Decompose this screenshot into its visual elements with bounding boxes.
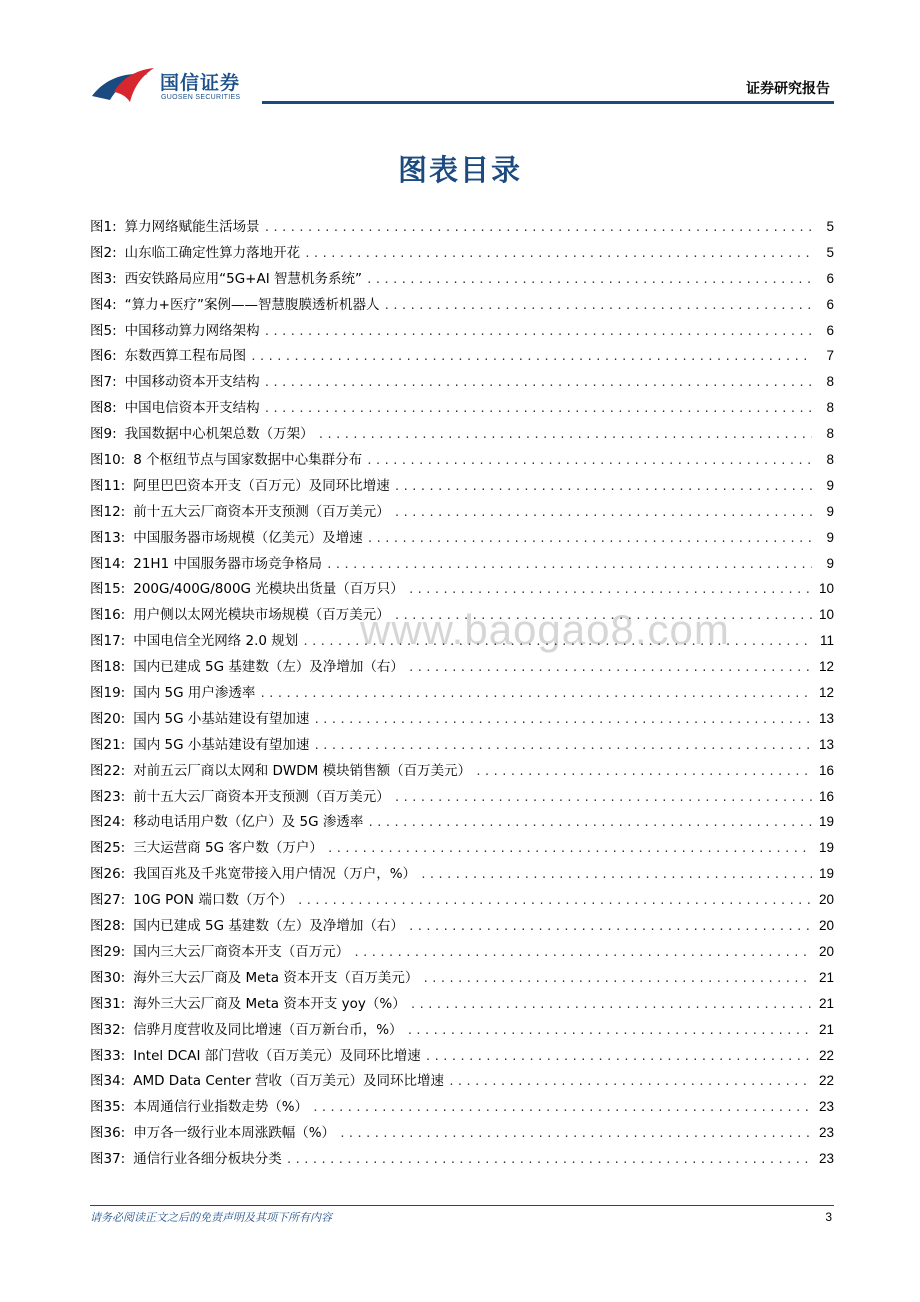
toc-entry-page: 9 — [826, 529, 834, 545]
toc-entry-title: 200G/400G/800G 光模块出货量（百万只） — [133, 581, 404, 598]
toc-entry-title: 通信行业各细分板块分类 — [133, 1151, 282, 1168]
toc-entry[interactable] — [90, 967, 834, 993]
toc-entry-title: “算力+医疗”案例——智慧腹膜透析机器人 — [124, 296, 380, 313]
toc-entry-label: 图7: — [90, 374, 117, 391]
toc-leader-dots — [246, 346, 812, 368]
toc-entry-title: 国内 5G 小基站建设有望加速 — [133, 710, 310, 727]
toc-entry[interactable] — [90, 682, 834, 708]
toc-entry-title: 21H1 中国服务器市场竞争格局 — [133, 555, 322, 572]
toc-entry-label: 图26: — [90, 866, 126, 883]
toc-entry-label: 图35: — [90, 1099, 126, 1116]
toc-entry-label: 图36: — [90, 1125, 126, 1142]
toc-entry-page: 10 — [818, 581, 834, 597]
toc-entry-label: 图17: — [90, 633, 126, 650]
toc-entry-label: 图33: — [90, 1047, 126, 1064]
toc-entry[interactable] — [90, 242, 834, 268]
toc-entry-label: 图15: — [90, 581, 126, 598]
toc-leader-dots — [390, 502, 812, 524]
toc-entry-page: 10 — [818, 607, 834, 623]
toc-entry-page: 8 — [826, 374, 834, 390]
report-type-label: 证券研究报告 — [746, 81, 830, 97]
toc-entry[interactable] — [90, 553, 834, 579]
toc-entry-title: 前十五大云厂商资本开支预测（百万美元） — [133, 503, 390, 520]
toc-entry-page: 19 — [818, 814, 834, 830]
toc-entry-title: 海外三大云厂商及 Meta 资本开支（百万美元） — [133, 969, 419, 986]
toc-entry[interactable] — [90, 294, 834, 320]
toc-entry-page: 23 — [818, 1099, 834, 1115]
toc-entry[interactable] — [90, 863, 834, 889]
toc-entry[interactable] — [90, 1070, 834, 1096]
guosen-logo-icon — [90, 66, 156, 106]
toc-entry-title: 国内 5G 用户渗透率 — [133, 685, 256, 702]
toc-entry[interactable] — [90, 941, 834, 967]
toc-entry-title: AMD Data Center 营收（百万美元）及同环比增速 — [133, 1073, 445, 1090]
toc-entry-label: 图10: — [90, 452, 126, 469]
toc-leader-dots — [404, 916, 812, 938]
footer-disclaimer: 请务必阅读正文之后的免责声明及其项下所有内容 — [90, 1211, 332, 1224]
toc-entry-title: 中国移动资本开支结构 — [124, 374, 260, 391]
toc-entry[interactable] — [90, 216, 834, 242]
toc-entry-page: 7 — [826, 348, 834, 364]
toc-entry[interactable] — [90, 604, 834, 630]
toc-entry-title: 我国百兆及千兆宽带接入用户情况（万户，%） — [133, 866, 417, 883]
toc-entry-title: 阿里巴巴资本开支（百万元）及同环比增速 — [133, 477, 390, 494]
toc-entry-page: 12 — [818, 659, 834, 675]
toc-entry[interactable] — [90, 630, 834, 656]
toc-leader-dots — [379, 295, 812, 317]
guosen-logo — [90, 66, 250, 106]
toc-entry[interactable] — [90, 449, 834, 475]
toc-entry-label: 图9: — [90, 426, 117, 443]
toc-entry-label: 图13: — [90, 529, 126, 546]
toc-entry-page: 20 — [818, 943, 834, 959]
toc-leader-dots — [390, 787, 812, 809]
toc-entry[interactable] — [90, 501, 834, 527]
toc-leader-dots — [390, 476, 812, 498]
toc-leader-dots — [308, 1097, 812, 1119]
toc-entry-title: Intel DCAI 部门营收（百万美元）及同环比增速 — [133, 1047, 421, 1064]
toc-entry-label: 图1: — [90, 219, 117, 235]
toc-entry[interactable] — [90, 1122, 834, 1148]
toc-entry-title: 中国移动算力网络架构 — [124, 322, 260, 339]
toc-entry-page: 23 — [818, 1125, 834, 1141]
toc-entry-page: 9 — [826, 555, 834, 571]
toc-leader-dots — [363, 528, 812, 550]
toc-entry-title: 山东临工确定性算力落地开花 — [124, 244, 301, 261]
toc-entry-label: 图31: — [90, 995, 126, 1012]
toc-entry-title: 中国电信资本开支结构 — [124, 400, 260, 417]
toc-leader-dots — [255, 683, 812, 705]
toc-entry[interactable] — [90, 708, 834, 734]
toc-entry-title: 中国服务器市场规模（亿美元）及增速 — [133, 529, 363, 546]
toc-entry-label: 图14: — [90, 555, 126, 572]
toc-entry[interactable] — [90, 811, 834, 837]
toc-entry[interactable] — [90, 423, 834, 449]
toc-entry[interactable] — [90, 1045, 834, 1071]
toc-leader-dots — [260, 398, 812, 420]
toc-entry-page: 23 — [818, 1151, 834, 1167]
toc-entry-title: 10G PON 端口数（万个） — [133, 892, 293, 909]
toc-entry-page: 9 — [826, 477, 834, 493]
toc-entry[interactable] — [90, 1096, 834, 1122]
toc-leader-dots — [444, 1071, 812, 1093]
header-divider — [262, 101, 834, 104]
toc-entry-page: 9 — [826, 503, 834, 519]
toc-entry[interactable] — [90, 397, 834, 423]
toc-entry-label: 图3: — [90, 270, 117, 287]
toc-entry[interactable] — [90, 475, 834, 501]
toc-leader-dots — [323, 838, 812, 860]
toc-entry[interactable] — [90, 527, 834, 553]
toc-entry[interactable] — [90, 268, 834, 294]
toc-entry-title: 申万各一级行业本周涨跌幅（%） — [133, 1125, 336, 1142]
toc-leader-dots — [300, 243, 812, 265]
toc-leader-dots — [390, 605, 812, 627]
toc-leader-dots — [314, 424, 812, 446]
toc-entry-label: 图2: — [90, 244, 117, 261]
toc-entry-title: 国内已建成 5G 基建数（左）及净增加（右） — [133, 659, 404, 676]
toc-entry-label: 图16: — [90, 607, 126, 624]
toc-entry-page: 11 — [819, 633, 834, 649]
toc-entry-title: 中国电信全光网络 2.0 规划 — [133, 633, 299, 650]
toc-leader-dots — [309, 735, 812, 757]
toc-entry-label: 图37: — [90, 1151, 126, 1168]
toc-entry-page: 12 — [818, 685, 834, 701]
toc-leader-dots — [260, 217, 812, 239]
toc-entry-title: 前十五大云厂商资本开支预测（百万美元） — [133, 788, 390, 805]
toc-entry-title: 东数西算工程布局图 — [124, 348, 247, 365]
toc-leader-dots — [362, 269, 812, 291]
toc-entry[interactable] — [90, 786, 834, 812]
toc-entry-label: 图20: — [90, 710, 126, 727]
toc-entry[interactable] — [90, 1019, 834, 1045]
toc-leader-dots — [349, 942, 812, 964]
toc-entry-page: 21 — [818, 995, 834, 1011]
toc-entry-page: 21 — [818, 969, 834, 985]
toc-entry-label: 图4: — [90, 296, 117, 313]
toc-entry[interactable] — [90, 320, 834, 346]
toc-entry[interactable] — [90, 578, 834, 604]
toc-leader-dots — [421, 1046, 812, 1068]
toc-entry-page: 13 — [818, 710, 834, 726]
toc-entry[interactable] — [90, 889, 834, 915]
toc-entry-page: 8 — [826, 452, 834, 468]
toc-entry-title: 信骅月度营收及同比增速（百万新台币，%） — [133, 1021, 403, 1038]
toc-leader-dots — [260, 372, 812, 394]
toc-leader-dots — [406, 994, 812, 1016]
toc-entry-title: 海外三大云厂商及 Meta 资本开支 yoy（%） — [133, 995, 406, 1012]
toc-entry-label: 图12: — [90, 503, 126, 520]
toc-entry-label: 图34: — [90, 1073, 126, 1090]
toc-entry-title: 国内三大云厂商资本开支（百万元） — [133, 943, 350, 960]
toc-entry-label: 图11: — [90, 477, 126, 494]
toc-entry-label: 图30: — [90, 969, 126, 986]
toc-entry[interactable] — [90, 1148, 834, 1174]
toc-entry-title: 三大运营商 5G 客户数（万户） — [133, 840, 323, 857]
toc-entry-page: 8 — [826, 400, 834, 416]
toc-entry-title: 用户侧以太网光模块市场规模（百万美元） — [133, 607, 390, 624]
toc-leader-dots — [298, 631, 812, 653]
toc-entry-title: 国内 5G 小基站建设有望加速 — [133, 736, 310, 753]
toc-leader-dots — [471, 761, 812, 783]
toc-entry-page: 22 — [818, 1047, 834, 1063]
toc-leader-dots — [404, 579, 812, 601]
toc-entry-label: 图18: — [90, 659, 126, 676]
toc-entry-title: 移动电话用户数（亿户）及 5G 渗透率 — [133, 814, 364, 831]
toc-entry-label: 图6: — [90, 348, 117, 365]
toc-entry[interactable] — [90, 371, 834, 397]
toc-entry-page: 5 — [826, 219, 834, 234]
toc-entry[interactable] — [90, 993, 834, 1019]
toc-entry[interactable] — [90, 915, 834, 941]
toc-entry-title: 算力网络赋能生活场景 — [124, 219, 260, 235]
toc-entry-page: 8 — [826, 426, 834, 442]
toc-leader-dots — [418, 968, 812, 990]
footer-divider — [90, 1205, 834, 1206]
toc-entry[interactable] — [90, 760, 834, 786]
toc-entry-page: 20 — [818, 918, 834, 934]
toc-leader-dots — [309, 709, 812, 731]
toc-entry[interactable] — [90, 734, 834, 760]
toc-entry-page: 16 — [818, 788, 834, 804]
page-title: 图表目录 — [397, 153, 522, 187]
toc-entry-title: 国内已建成 5G 基建数（左）及净增加（右） — [133, 918, 404, 935]
toc-entry[interactable] — [90, 837, 834, 863]
toc-leader-dots — [260, 321, 812, 343]
toc-entry-label: 图28: — [90, 918, 126, 935]
toc-leader-dots — [282, 1149, 812, 1171]
toc-entry-title: 8 个枢纽节点与国家数据中心集群分布 — [133, 452, 363, 469]
toc-leader-dots — [362, 450, 812, 472]
toc-entry-label: 图24: — [90, 814, 126, 831]
page-number: 3 — [825, 1210, 832, 1224]
toc-entry-title: 我国数据中心机架总数（万架） — [124, 426, 314, 443]
toc-entry-page: 19 — [818, 866, 834, 882]
toc-entry-title: 本周通信行业指数走势（%） — [133, 1099, 309, 1116]
toc-entry-title: 对前五云厂商以太网和 DWDM 模块销售额（百万美元） — [133, 762, 472, 779]
page-header — [0, 0, 920, 110]
toc-entry-label: 图5: — [90, 322, 117, 339]
toc-leader-dots — [363, 812, 812, 834]
toc-entry-label: 图22: — [90, 762, 126, 779]
toc-entry-page: 5 — [826, 244, 834, 260]
toc-leader-dots — [403, 1020, 812, 1042]
logo-text-cn: 国信证券 — [160, 72, 241, 94]
toc-entry-page: 6 — [826, 270, 834, 286]
figure-toc-list — [90, 216, 834, 1174]
toc-entry-page: 13 — [818, 736, 834, 752]
toc-leader-dots — [404, 657, 812, 679]
toc-leader-dots — [416, 864, 812, 886]
toc-entry[interactable] — [90, 656, 834, 682]
toc-entry-page: 20 — [818, 892, 834, 908]
toc-entry-label: 图25: — [90, 840, 126, 857]
toc-entry-label: 图8: — [90, 400, 117, 417]
toc-entry-page: 6 — [826, 296, 834, 312]
toc-entry-label: 图29: — [90, 943, 126, 960]
toc-leader-dots — [335, 1123, 812, 1145]
toc-entry-label: 图21: — [90, 736, 126, 753]
toc-entry-label: 图27: — [90, 892, 126, 909]
toc-entry-label: 图32: — [90, 1021, 126, 1038]
logo-text-en: GUOSEN SECURITIES — [161, 94, 241, 101]
toc-entry-page: 19 — [818, 840, 834, 856]
toc-entry-page: 21 — [818, 1021, 834, 1037]
toc-leader-dots — [322, 554, 812, 576]
toc-entry[interactable] — [90, 345, 834, 371]
toc-entry-title: 西安铁路局应用“5G+AI 智慧机务系统” — [124, 270, 362, 287]
toc-leader-dots — [293, 890, 812, 912]
toc-entry-page: 16 — [818, 762, 834, 778]
toc-entry-label: 图23: — [90, 788, 126, 805]
watermark: www.baogao8.com — [360, 606, 730, 653]
toc-entry-label: 图19: — [90, 685, 126, 702]
toc-entry-page: 6 — [826, 322, 834, 338]
toc-entry-page: 22 — [818, 1073, 834, 1089]
